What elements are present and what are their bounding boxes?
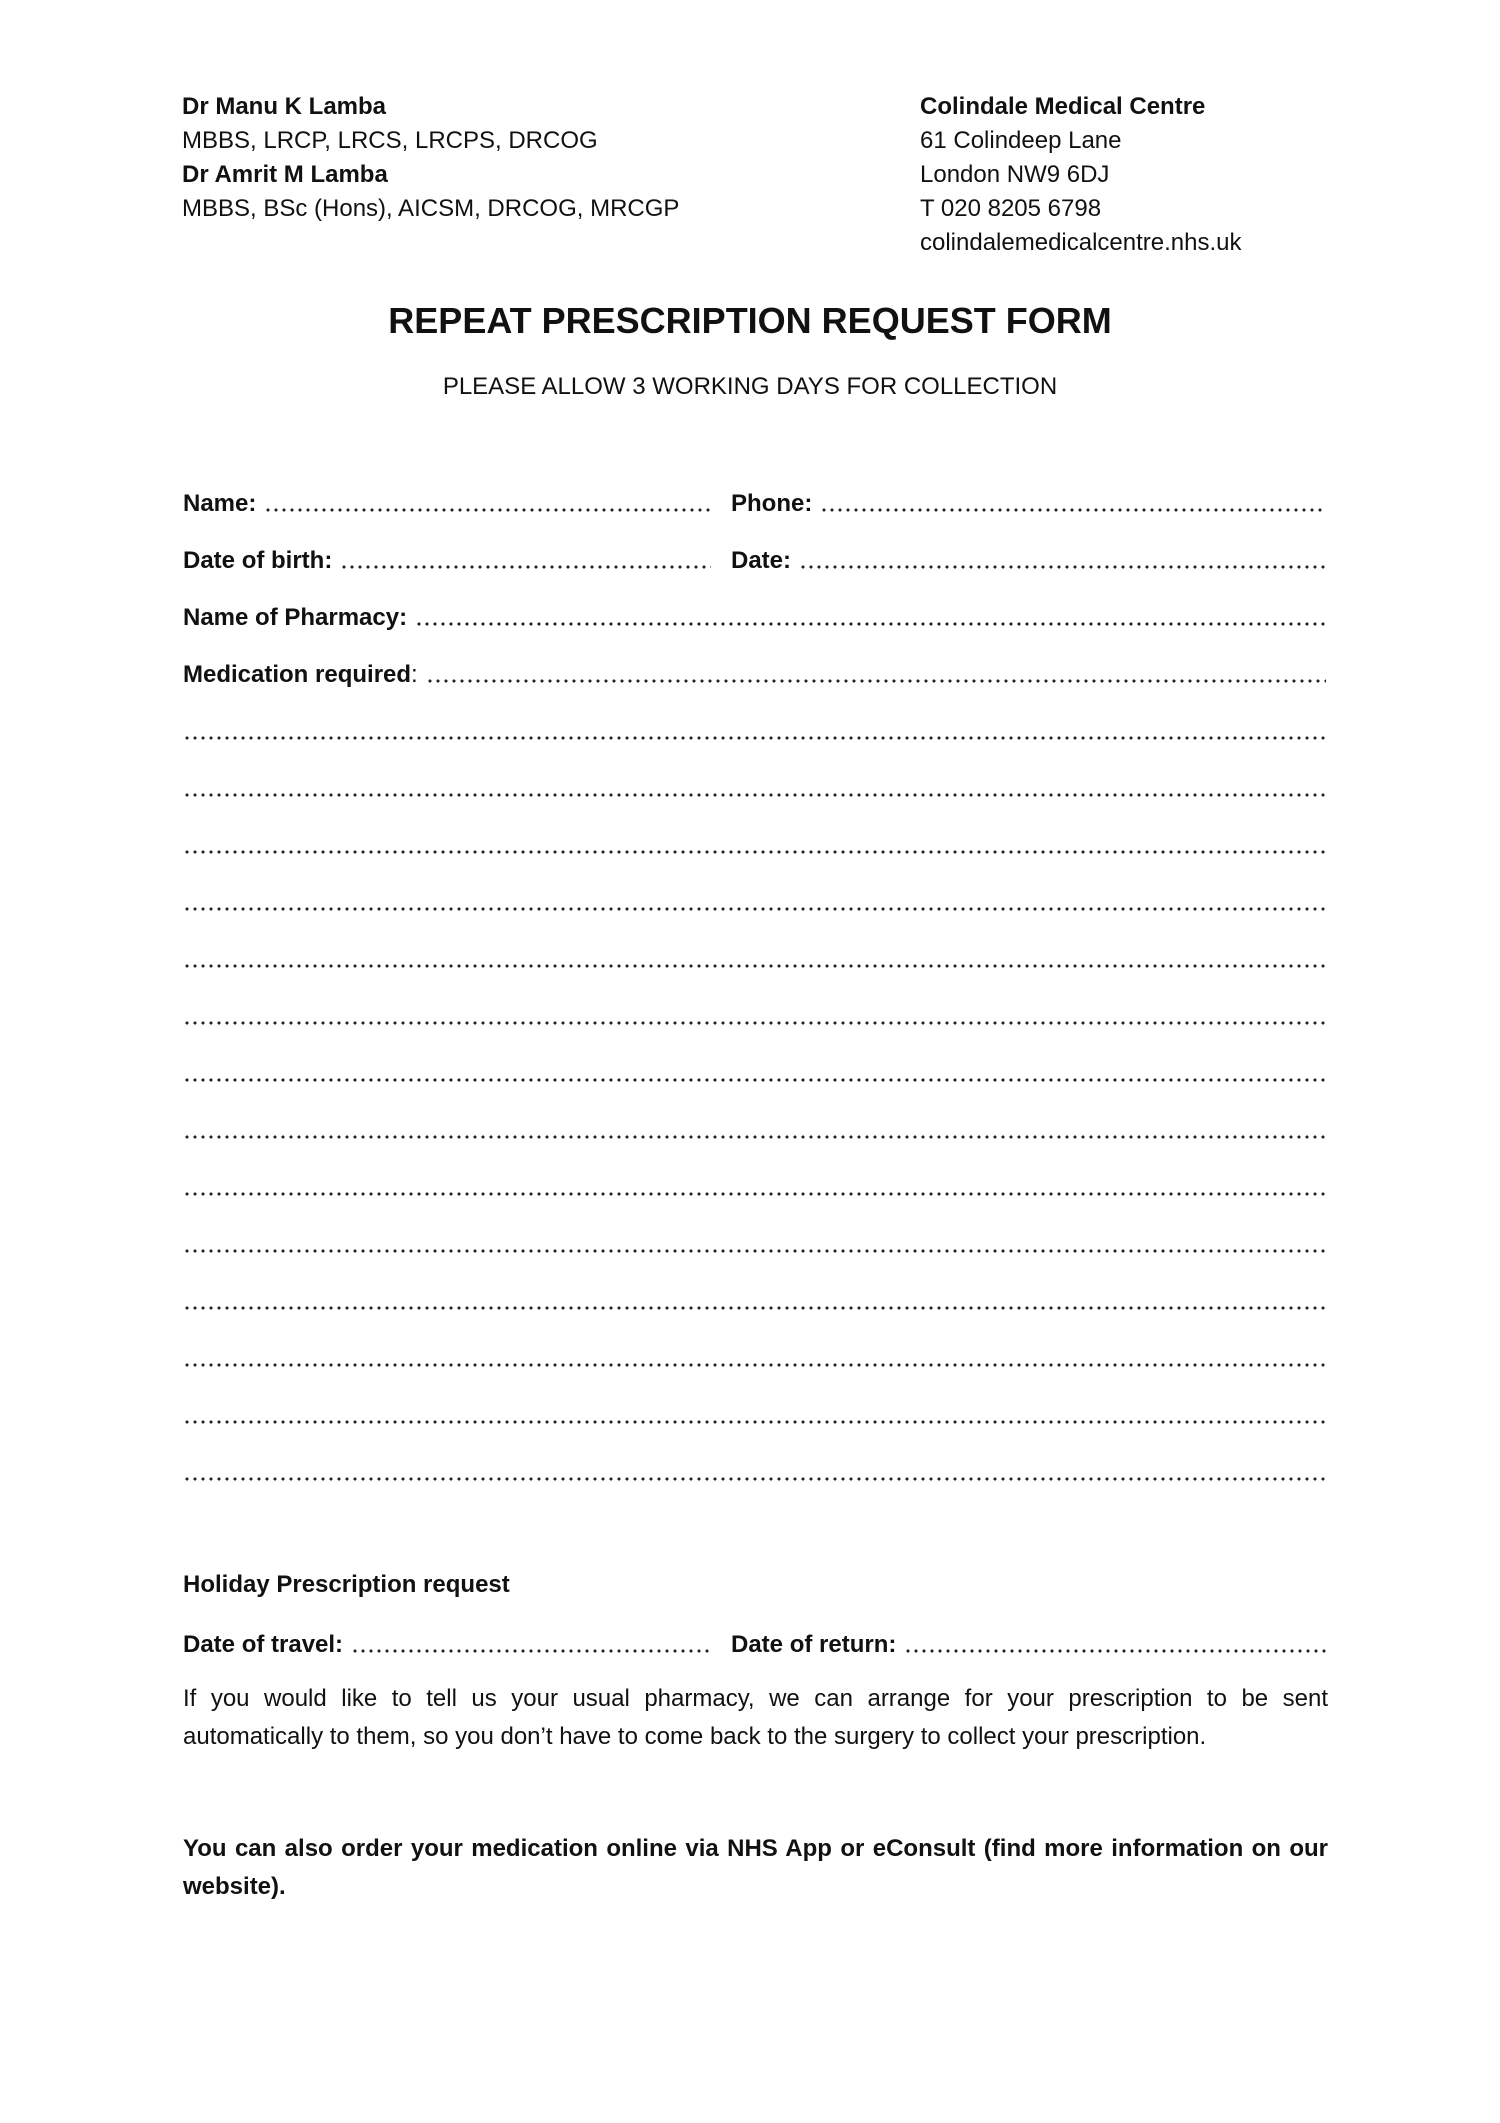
practice-website: colindalemedicalcentre.nhs.uk xyxy=(920,229,1242,256)
medication-line[interactable] xyxy=(183,1225,1328,1259)
date-dotted-line[interactable] xyxy=(799,565,1326,569)
medication-line[interactable] xyxy=(183,769,1328,803)
medication-line[interactable] xyxy=(183,1111,1328,1145)
medication-line[interactable] xyxy=(183,1282,1328,1316)
name-dotted-line[interactable] xyxy=(264,508,711,512)
dob-field[interactable] xyxy=(183,547,713,575)
medication-line[interactable] xyxy=(183,940,1328,974)
medication-line[interactable] xyxy=(183,1453,1328,1487)
medication-field[interactable] xyxy=(183,661,1328,689)
pharmacy-field[interactable] xyxy=(183,604,1328,632)
travel-date-dotted-line[interactable] xyxy=(351,1649,711,1653)
pharmacy-label: Name of Pharmacy: xyxy=(183,604,408,631)
medication-line[interactable] xyxy=(183,1168,1328,1202)
medication-line[interactable] xyxy=(183,1339,1328,1373)
phone-label: Phone: xyxy=(731,490,813,517)
practice-address-block xyxy=(920,90,1340,260)
travel-date-field[interactable] xyxy=(183,1631,713,1659)
medication-line[interactable] xyxy=(183,883,1328,917)
doctor-2-qualifications: MBBS, BSc (Hons), AICSM, DRCOG, MRCGP xyxy=(182,195,680,222)
medication-label: Medication required: xyxy=(183,661,418,688)
medication-line[interactable] xyxy=(183,1054,1328,1088)
date-field[interactable] xyxy=(731,547,1328,575)
name-field[interactable] xyxy=(183,490,713,518)
practice-name: Colindale Medical Centre xyxy=(920,93,1206,120)
return-date-label: Date of return: xyxy=(731,1631,897,1658)
pharmacy-row xyxy=(183,598,1328,632)
return-date-dotted-line[interactable] xyxy=(904,1649,1326,1653)
holiday-dates-row xyxy=(183,1625,1328,1659)
name-phone-row xyxy=(183,484,1328,518)
doctor-1-qualifications: MBBS, LRCP, LRCS, LRCPS, DRCOG xyxy=(182,127,598,154)
medication-dotted-line[interactable] xyxy=(426,679,1326,683)
pharmacy-dotted-line[interactable] xyxy=(415,622,1326,626)
doctor-2-name: Dr Amrit M Lamba xyxy=(182,161,388,188)
medication-row xyxy=(183,655,1328,689)
dob-dotted-line[interactable] xyxy=(340,565,711,569)
medication-line[interactable] xyxy=(183,997,1328,1031)
date-label: Date: xyxy=(731,547,792,574)
holiday-heading: Holiday Prescription request xyxy=(183,1571,510,1598)
doctors-block xyxy=(182,90,822,226)
medication-line[interactable] xyxy=(183,712,1328,746)
dob-date-row xyxy=(183,541,1328,575)
medication-line[interactable] xyxy=(183,1396,1328,1430)
doctor-1-name: Dr Manu K Lamba xyxy=(182,93,387,120)
pharmacy-info-paragraph: If you would like to tell us your usual pharmacy, we can arrange for your prescription to be sent automatically to them, so you don’t have to come back to the surgery to collect your prescription. xyxy=(183,1685,1328,1750)
form-subtitle: PLEASE ALLOW 3 WORKING DAYS FOR COLLECTION xyxy=(442,373,1058,400)
online-ordering-paragraph: You can also order your medication online via NHS App or eConsult (find more information on our website). xyxy=(183,1835,1328,1900)
address-line-2: London NW9 6DJ xyxy=(920,161,1110,188)
dob-label: Date of birth: xyxy=(183,547,333,574)
name-label: Name: xyxy=(183,490,257,517)
form-title: REPEAT PRESCRIPTION REQUEST FORM xyxy=(388,300,1112,341)
return-date-field[interactable] xyxy=(731,1631,1328,1659)
phone-field[interactable] xyxy=(731,490,1328,518)
address-line-1: 61 Colindeep Lane xyxy=(920,127,1122,154)
medication-line[interactable] xyxy=(183,826,1328,860)
practice-phone: T 020 8205 6798 xyxy=(920,195,1102,222)
travel-date-label: Date of travel: xyxy=(183,1631,344,1658)
phone-dotted-line[interactable] xyxy=(820,508,1326,512)
